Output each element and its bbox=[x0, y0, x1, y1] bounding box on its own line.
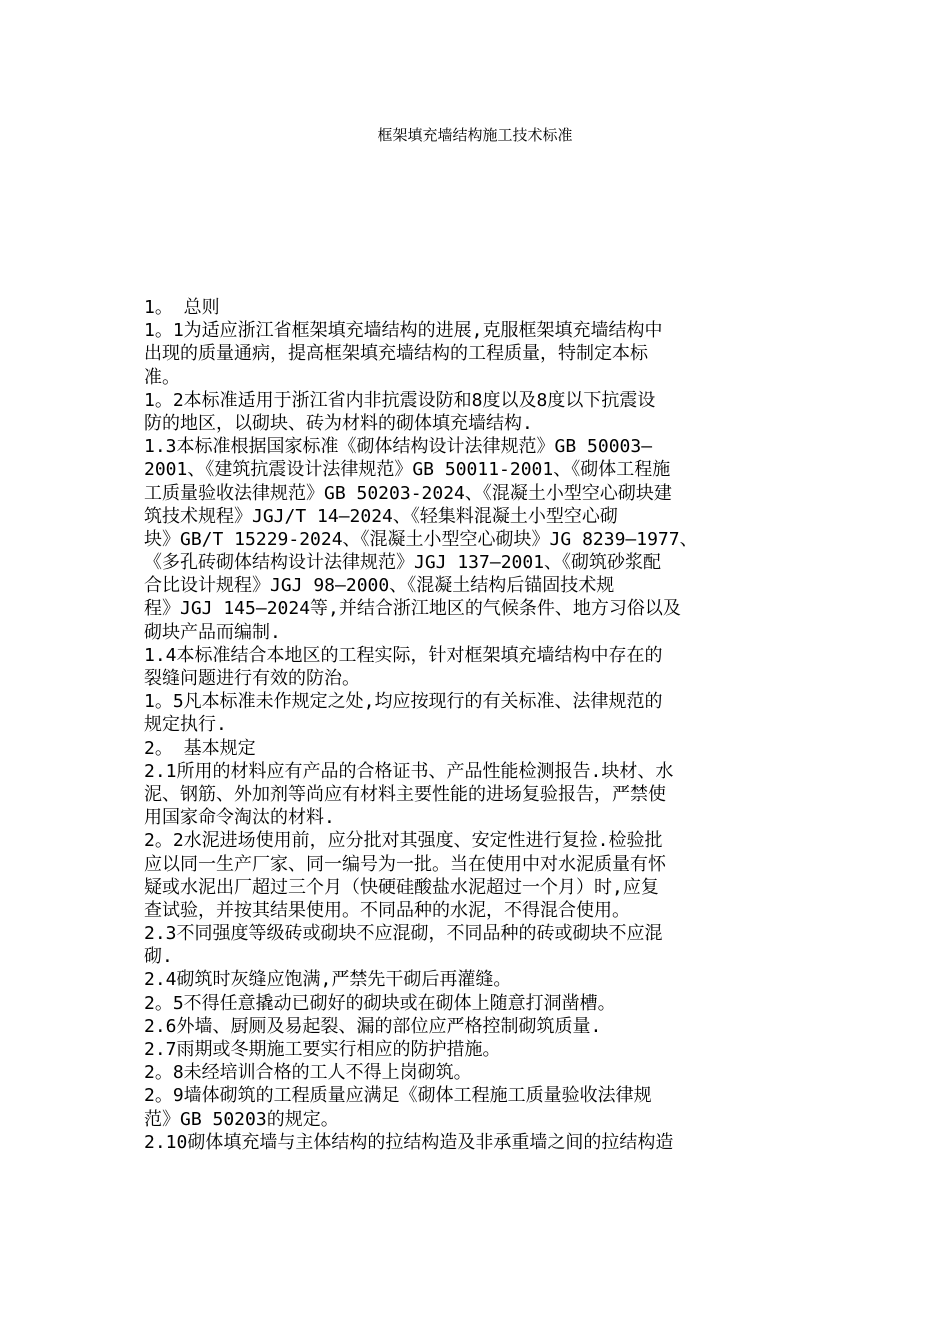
text-line: 2001、《建筑抗震设计法律规范》GB 50011-2001、《砌体工程施 bbox=[144, 459, 671, 481]
text-line: 裂缝问题进行有效的防治。 bbox=[144, 668, 360, 689]
text-line: 合比设计规程》JGJ 98—2000、《混凝土结构后锚固技术规 bbox=[144, 575, 615, 597]
text-line: 泥、钢筋、外加剂等尚应有材料主要性能的进场复验报告，严禁使 bbox=[144, 783, 666, 805]
text-line: 砌. bbox=[144, 946, 173, 968]
text-line: 2。5不得任意撬动已砌好的砌块或在砌体上随意打洞凿槽。 bbox=[144, 992, 616, 1014]
text-line: 2。9墙体砌筑的工程质量应满足《砌体工程施工质量验收法律规 bbox=[144, 1085, 652, 1107]
document-title: 框架填充墙结构施工技术标准 bbox=[377, 126, 573, 144]
text-line: 2.10砌体填充墙与主体结构的拉结构造及非承重墙之间的拉结构造 bbox=[144, 1131, 674, 1153]
text-line: 《多孔砖砌体结构设计法律规范》JGJ 137—2001、《砌筑砂浆配 bbox=[144, 552, 662, 574]
text-line: 2.1所用的材料应有产品的合格证书、产品性能检测报告.块材、水 bbox=[144, 760, 674, 782]
text-line: 出现的质量通病，提高框架填充墙结构的工程质量，特制定本标 bbox=[144, 343, 648, 365]
text-line: 1。 总则 bbox=[144, 297, 220, 318]
text-line: 块》GB/T 15229-2024、《混凝土小型空心砌块》JG 8239—1977、 bbox=[144, 528, 698, 550]
text-line: 疑或水泥出厂超过三个月（快硬硅酸盐水泥超过一个月）时,应复 bbox=[144, 876, 659, 898]
text-line: 1。5凡本标准未作规定之处,均应按现行的有关标准、法律规范的 bbox=[144, 691, 663, 713]
text-line: 准。 bbox=[144, 366, 180, 388]
text-line: 程》JGJ 145—2024等,并结合浙江地区的气候条件、地方习俗以及 bbox=[144, 598, 681, 620]
document-body bbox=[144, 296, 804, 1154]
text-line: 砌块产品而编制. bbox=[144, 621, 281, 643]
text-line: 1.3本标准根据国家标准《砌体结构设计法律规范》GB 50003— bbox=[144, 436, 653, 458]
text-line: 用国家命令淘汰的材料. bbox=[144, 807, 335, 829]
text-line: 范》GB 50203的规定。 bbox=[144, 1108, 339, 1130]
text-line: 2。2水泥进场使用前，应分批对其强度、安定性进行复捡.检验批 bbox=[144, 830, 663, 852]
text-line: 2.4砌筑时灰缝应饱满,严禁先干砌后再灌缝。 bbox=[144, 969, 512, 991]
text-line: 2。8未经培训合格的工人不得上岗砌筑。 bbox=[144, 1062, 472, 1084]
text-line: 工质量验收法律规范》GB 50203-2024、《混凝土小型空心砌块建 bbox=[144, 482, 672, 504]
text-line: 2.7雨期或冬期施工要实行相应的防护措施。 bbox=[144, 1039, 501, 1060]
text-line: 1.4本标准结合本地区的工程实际，针对框架填充墙结构中存在的 bbox=[144, 644, 663, 666]
text-line: 2.6外墙、厨厕及易起裂、漏的部位应严格控制砌筑质量. bbox=[144, 1015, 602, 1037]
text-line: 查试验，并按其结果使用。不同品种的水泥，不得混合使用。 bbox=[144, 899, 630, 921]
text-line: 2。 基本规定 bbox=[144, 737, 256, 759]
text-line: 防的地区，以砌块、砖为材料的砌体填充墙结构. bbox=[144, 412, 533, 434]
text-line: 1。2本标准适用于浙江省内非抗震设防和8度以及8度以下抗震设 bbox=[144, 389, 656, 411]
text-line: 2.3不同强度等级砖或砌块不应混砌，不同品种的砖或砌块不应混 bbox=[144, 923, 663, 945]
text-line: 应以同一生产厂家、同一编号为一批。当在使用中对水泥质量有怀 bbox=[144, 853, 666, 875]
text-line: 规定执行. bbox=[144, 714, 227, 736]
text-line: 1。1为适应浙江省框架填充墙结构的进展,克服框架填充墙结构中 bbox=[144, 320, 663, 342]
text-line: 筑技术规程》JGJ/T 14—2024、《轻集料混凝土小型空心砌 bbox=[144, 505, 618, 527]
